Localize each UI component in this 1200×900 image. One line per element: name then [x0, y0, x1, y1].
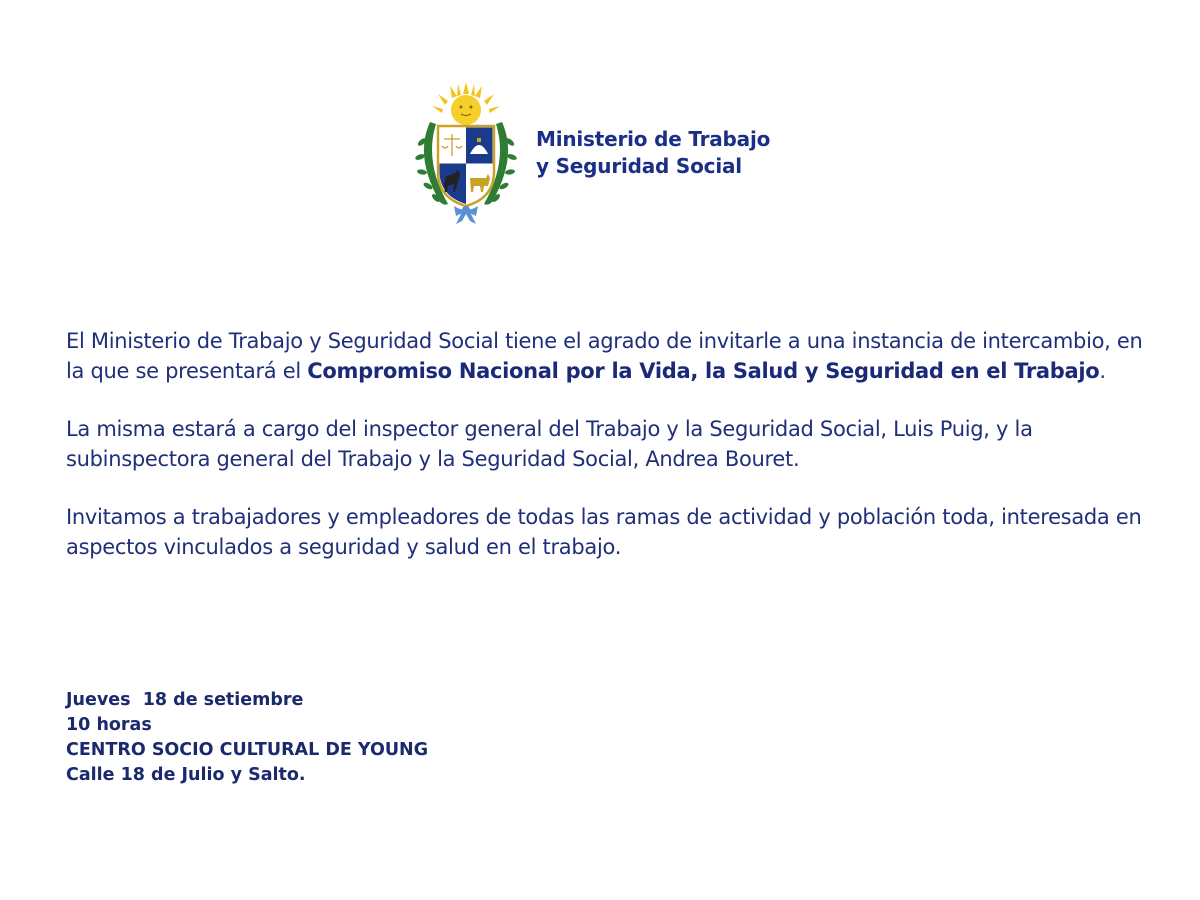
ministry-name [536, 126, 770, 180]
ministry-name-line1: Ministerio de Trabajo [536, 127, 771, 151]
event-address: Calle 18 de Julio y Salto. [66, 765, 306, 785]
event-date: Jueves 18 de setiembre [66, 690, 304, 710]
header [410, 82, 770, 224]
ministry-name-line2: y Seguridad Social [536, 154, 742, 178]
shield-icon [438, 126, 494, 206]
paragraph-1-end: . [1099, 359, 1106, 383]
invitation-paragraph-3: Invitamos a trabajadores y empleadores de todas las ramas de actividad y población toda, interesada en aspectos vinculados a seguridad y salud en el trabajo. [66, 505, 1142, 559]
event-venue: CENTRO SOCIO CULTURAL DE YOUNG [66, 740, 429, 760]
ribbon-icon [454, 206, 478, 224]
commitment-title: Compromiso Nacional por la Vida, la Salud y Seguridad en el Trabajo [307, 359, 1100, 383]
uruguay-coat-of-arms-icon [410, 82, 522, 224]
event-details [66, 688, 428, 788]
paragraph-1-start: El Ministerio de Trabajo y Seguridad Social tiene el agrado de invitarle a una instancia de intercambio, en la que se presentará el [66, 329, 1143, 383]
invitation-text [66, 326, 1146, 590]
sun-icon [432, 82, 500, 125]
invitation-paragraph-2: La misma estará a cargo del inspector general del Trabajo y la Seguridad Social, Luis Puig, y la subinspectora general del Trabajo y la Seguridad Social, Andrea Bouret. [66, 417, 1033, 471]
event-time: 10 horas [66, 715, 152, 735]
invitation-paragraph-1 [66, 326, 1146, 386]
